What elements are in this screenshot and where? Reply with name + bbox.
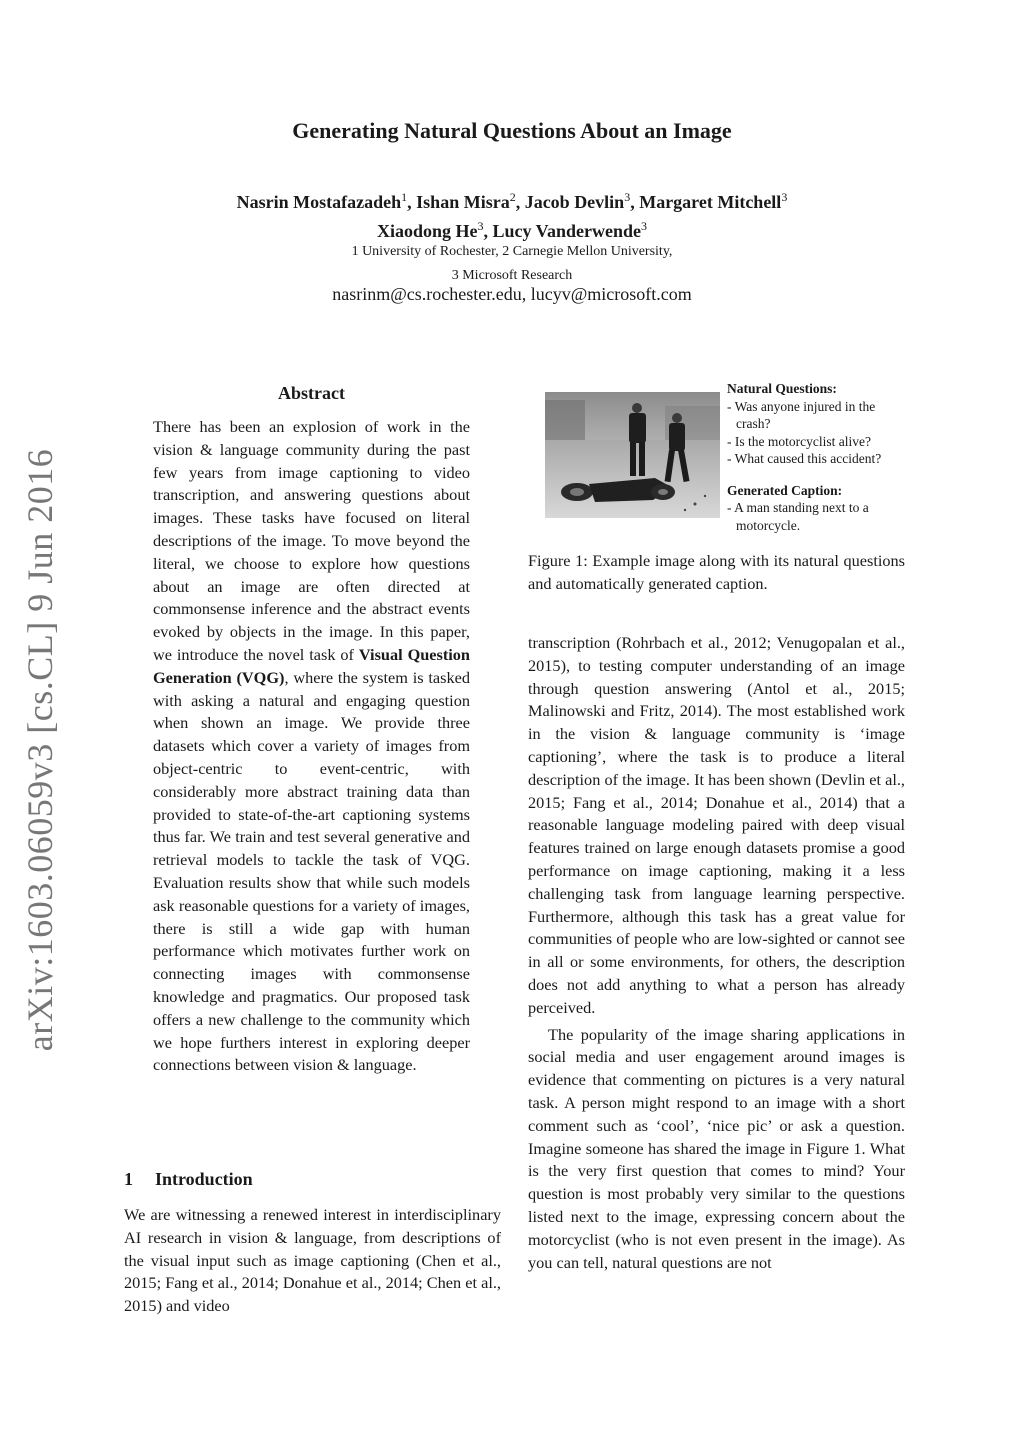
section-title: Introduction xyxy=(155,1169,253,1189)
affiliation-line-1: 1 University of Rochester, 2 Carnegie Mellon University, xyxy=(351,244,673,259)
author-affiliation-mark: 2 xyxy=(509,190,516,204)
generated-caption-label: Generated Caption: xyxy=(727,482,843,498)
abstract-text-2: , where the system is tasked with asking a natural and engaging question when shown an image. We provide three datasets which cover a variety of images from object-centric to event-centric, with considerably more abstract training data than provided to state-of-the-art captioning systems thus far. We train and test several generative and retrieval models to tackle the task of VQG. Evaluation results show that while such models ask reasonable questions for a variety of images, there is still a wide gap with human performance which motivates further work on connecting images with commonsense knowledge and pragmatics. Our proposed task offers a new challenge to the community which we hope furthers interest in exploring deeper connections between vision & language. xyxy=(153,667,470,1075)
photo-trees xyxy=(545,400,585,440)
intro-paragraph-right-2: The popularity of the image sharing applications in social media and user engagement around images is evidence that commenting on pictures is a very natural task. A person might respond to an image with a short comment such as ‘cool’, ‘nice pic’ or ask a question. Imagine someone has shared the image in Figure 1. What is the very first question that comes to mind? Your question is most probably very similar to the questions listed next to the image, expressing concern about the motorcyclist (who is not even present in the image). As you can tell, natural questions are not xyxy=(528,1024,905,1272)
natural-question-3: - What caused this accident? xyxy=(727,451,882,466)
spacer xyxy=(727,468,912,482)
natural-question-1: - Was anyone injured in the crash? xyxy=(727,398,876,431)
author-line-1 xyxy=(0,185,1024,214)
figure-caption: Figure 1: Example image along with its natural questions and automatically generated caption. xyxy=(528,551,905,593)
author-name: Xiaodong He xyxy=(376,221,478,241)
author-separator: , xyxy=(407,192,417,212)
author-separator: , xyxy=(515,192,525,212)
author-name: Lucy Vanderwende xyxy=(492,221,642,241)
section-heading xyxy=(124,1169,253,1190)
author-affiliation-mark: 1 xyxy=(401,190,408,204)
abstract-body xyxy=(153,416,470,1077)
arxiv-stamp-text: arXiv:1603.06059v3 [cs.CL] 9 Jun 2016 xyxy=(20,448,60,1052)
abstract-text-1: There has been an explosion of work in the vision & language community during the past few years from image captioning to video transcription, and answering questions about images. These tasks have focused on literal descriptions of the image. To move beyond the literal, we choose to explore how questions about an image are often directed at commonsense inference and the abstract events evoked by objects in the image. In this paper, we introduce the novel task of xyxy=(153,417,470,664)
affiliation-line-2: 3 Microsoft Research xyxy=(451,268,573,283)
abstract-task-name: Visual Question Generation (VQG) xyxy=(153,644,470,687)
figure-side-text xyxy=(727,380,912,534)
natural-questions-label: Natural Questions: xyxy=(727,381,837,396)
arxiv-stamp xyxy=(13,450,67,1050)
author-list xyxy=(0,185,1024,243)
author-name: Margaret Mitchell xyxy=(639,192,782,212)
author-affiliation-mark: 3 xyxy=(781,190,788,204)
figure-image xyxy=(545,392,720,518)
author-affiliation-mark: 3 xyxy=(477,219,484,233)
author-affiliation-mark: 3 xyxy=(641,219,648,233)
abstract-heading: Abstract xyxy=(278,383,345,403)
author-separator: , xyxy=(630,192,640,212)
intro-paragraph-right-1: transcription (Rohrbach et al., 2012; Venugopalan et al., 2015), to testing computer understanding of an image through question answering (Antol et al., 2015; Malinowski and Fritz, 2014). The most established work in the vision & language community is ‘image captioning’, where the task is to produce a literal description of the image. It has been shown (Devlin et al., 2015; Fang et al., 2014; Donahue et al., 2014) that a reasonable language modeling paired with deep visual features trained on large enough datasets promise a good performance on image captioning, making it a less challenging task from language learning perspective. Furthermore, although this task has a great value for communities of people who are low-sighted or cannot see in all or some environments, for others, the description does not add anything to what a person has already perceived. xyxy=(528,633,905,1017)
author-affiliation-mark: 3 xyxy=(624,190,631,204)
author-name: Jacob Devlin xyxy=(524,192,625,212)
author-name: Nasrin Mostafazadeh xyxy=(236,192,402,212)
author-name: Ishan Misra xyxy=(416,192,510,212)
author-separator: , xyxy=(483,221,493,241)
author-emails: nasrinm@cs.rochester.edu, lucyv@microsoft.com xyxy=(332,284,692,304)
author-line-2 xyxy=(0,214,1024,243)
affiliations xyxy=(0,240,1024,288)
figure-photo-illustration xyxy=(545,392,720,518)
intro-paragraph-left: We are witnessing a renewed interest in interdisciplinary AI research in vision & language, from descriptions of the visual input such as image captioning (Chen et al., 2015; Fang et al., 2014; Donahue et al., 2014; Chen et al., 2015) and video xyxy=(124,1205,501,1316)
paper-title: Generating Natural Questions About an Image xyxy=(292,118,732,143)
right-column xyxy=(528,632,905,1274)
generated-caption: - A man standing next to a motorcycle. xyxy=(727,500,869,533)
section-number: 1 xyxy=(124,1169,133,1189)
natural-question-2: - Is the motorcyclist alive? xyxy=(727,433,871,449)
